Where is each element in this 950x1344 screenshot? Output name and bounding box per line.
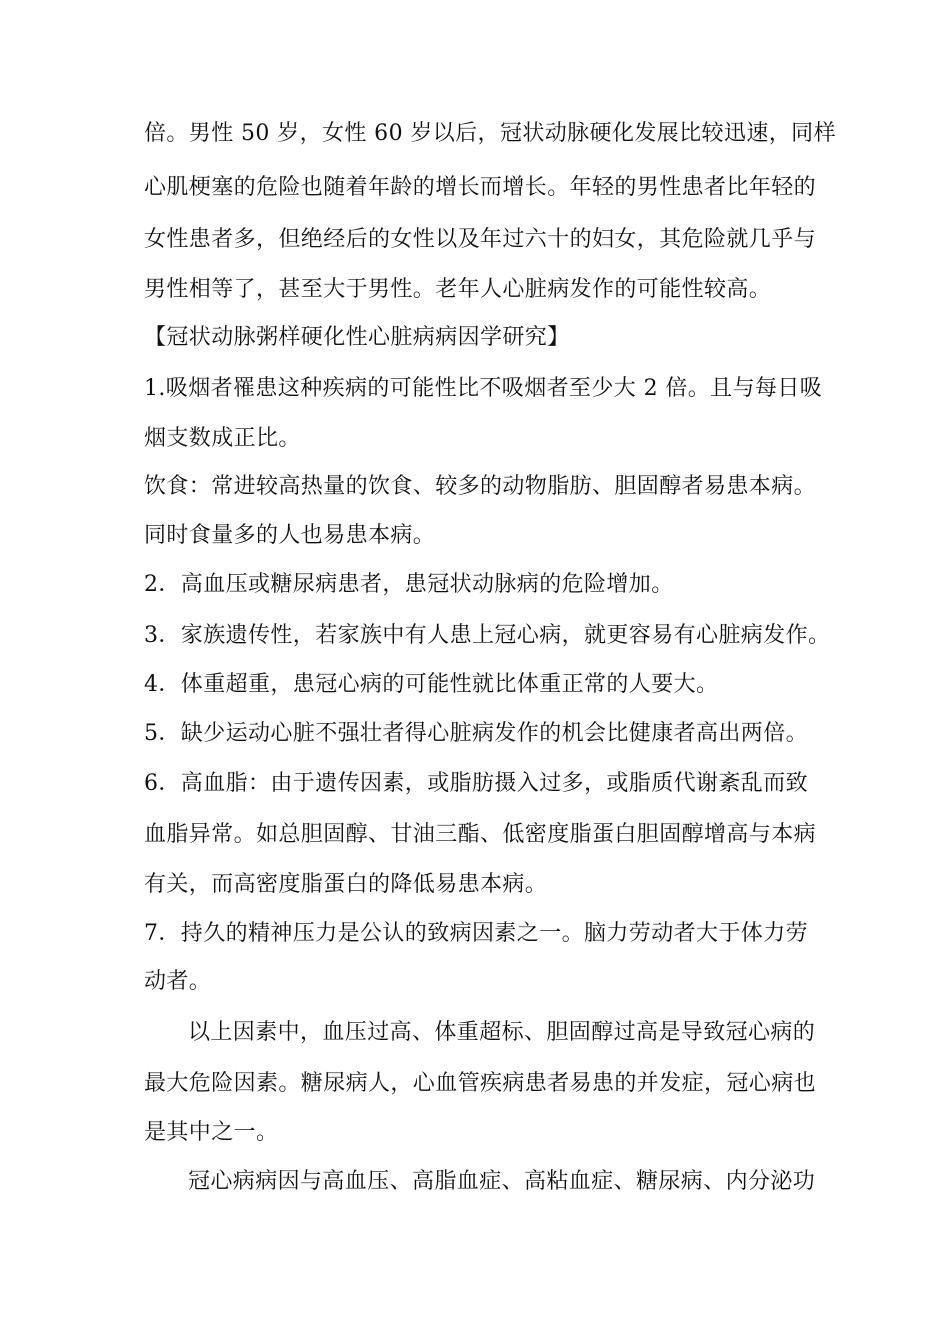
text-line: 是其中之一。 [144,1120,279,1145]
text-line: 男性相等了，甚至大于男性。老年人心脏病发作的可能性较高。 [144,277,772,302]
text-line: 7．持久的精神压力是公认的致病因素之一。脑力劳动者大于体力劳 [144,921,808,946]
text-line: 倍。男性 50 岁，女性 60 岁以后，冠状动脉硬化发展比较迅速，同样 [144,121,836,146]
text-line: 血脂异常。如总胆固醇、甘油三酯、低密度脂蛋白胆固醇增高与本病 [144,822,817,847]
text-line: 女性患者多，但绝经后的女性以及年过六十的妇女，其危险就几乎与 [144,227,817,252]
text-line: 2．高血压或糖尿病患者，患冠状动脉病的危险增加。 [144,572,674,597]
text-line: 饮食：常进较高热量的饮食、较多的动物脂肪、胆固醇者易患本病。 [144,474,817,499]
text-line: 6．高血脂：由于遗传因素，或脂肪摄入过多，或脂质代谢紊乱而致 [144,771,808,796]
text-line: 3．家族遗传性，若家族中有人患上冠心病，就更容易有心脏病发作。 [144,623,831,648]
text-line: 有关，而高密度脂蛋白的降低易患本病。 [144,872,548,897]
text-line: 动者。 [144,969,212,994]
text-line: 4．体重超重，患冠心病的可能性就比体重正常的人要大。 [144,672,719,697]
section-heading: 【冠状动脉粥样硬化性心脏病病因学研究】 [144,325,570,350]
text-line: 5．缺少运动心脏不强壮者得心脏病发作的机会比健康者高出两倍。 [144,721,808,746]
paragraph-first-line: 以上因素中，血压过高、体重超标、胆固醇过高是导致冠心病的 [188,1020,816,1045]
text-line: 心肌梗塞的危险也随着年龄的增长而增长。年轻的男性患者比年轻的 [144,175,817,200]
paragraph-first-line: 冠心病病因与高血压、高脂血症、高粘血症、糖尿病、内分泌功 [188,1169,816,1194]
text-line: 最大危险因素。糖尿病人，心血管疾病患者易患的并发症，冠心病也 [144,1071,817,1096]
text-line: 烟支数成正比。 [144,426,301,451]
text-line: 同时食量多的人也易患本病。 [144,523,436,548]
text-line: 1.吸烟者罹患这种疾病的可能性比不吸烟者至少大 2 倍。且与每日吸 [144,376,823,401]
